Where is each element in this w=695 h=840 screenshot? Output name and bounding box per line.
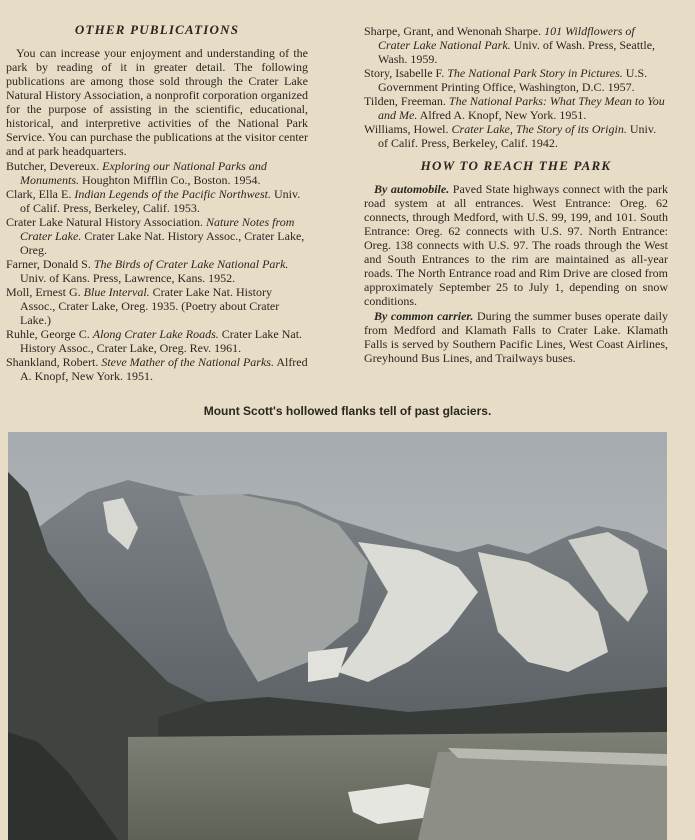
publication-entry [6, 159, 308, 187]
publication-author: Clark, Ella E. [6, 187, 72, 201]
right-column [364, 24, 668, 366]
publication-details: Univ. of Wash. Press, Seattle, Wash. 1959. [378, 38, 656, 66]
publication-entry [364, 122, 668, 150]
how-to-reach-heading: HOW TO REACH THE PARK [420, 158, 612, 173]
publication-entry [364, 24, 668, 66]
publication-title: Indian Legends of the Pacific Northwest. [74, 187, 271, 201]
by-automobile-label: By automobile. [374, 182, 450, 196]
publication-details: Crater Lake Nat. History Assoc., Crater Lake, Oreg. [20, 229, 305, 257]
publication-entry [364, 66, 668, 94]
publication-details: Houghton Mifflin Co., Boston. 1954. [82, 173, 261, 187]
publication-entry [6, 215, 308, 257]
publication-title: Nature Notes from Crater Lake. [20, 215, 295, 243]
publication-entry [6, 327, 308, 355]
publication-details: Crater Lake Nat. History Assoc., Crater Lake, Oreg. Rev. 1961. [20, 327, 303, 355]
publication-title: The National Parks: What They Mean to You and Me. [378, 94, 665, 122]
publication-details: Univ. of Kans. Press, Lawrence, Kans. 1952. [20, 271, 236, 285]
publication-author: Butcher, Devereux. [6, 159, 100, 173]
publication-author: Story, Isabelle F. [364, 66, 445, 80]
publication-author: Ruhle, George C. [6, 327, 90, 341]
publication-details: Alfred A. Knopf, New York. 1951. [20, 355, 308, 383]
publication-entry [6, 257, 308, 285]
publication-author: Sharpe, Grant, and Wenonah Sharpe. [364, 24, 542, 38]
mount-scott-image [8, 432, 667, 840]
publication-title: 101 Wildflowers of Crater Lake National Park. [378, 24, 635, 52]
publication-title: The National Park Story in Pictures. [447, 66, 623, 80]
publication-details: Alfred A. Knopf, New York. 1951. [419, 108, 587, 122]
publication-details: Crater Lake Nat. History Assoc., Crater Lake, Oreg. 1935. (Poetry about Crater Lake.) [20, 285, 280, 327]
by-common-carrier-label: By common carrier. [374, 309, 474, 323]
left-column [6, 22, 308, 383]
publication-author: Shankland, Robert. [6, 355, 99, 369]
publication-author: Crater Lake Natural History Association. [6, 215, 203, 229]
publication-entry [6, 355, 308, 383]
publication-entry [6, 285, 308, 327]
by-automobile-paragraph [364, 182, 668, 308]
publication-details: Univ. of Calif. Press, Berkeley, Calif. 1953. [20, 187, 301, 215]
publication-title: Blue Interval. [83, 285, 150, 299]
publication-details: Univ. of Calif. Press, Berkeley, Calif. 1942. [378, 122, 657, 150]
publication-author: Williams, Howel. [364, 122, 449, 136]
publication-entry [6, 187, 308, 215]
publication-author: Farner, Donald S. [6, 257, 91, 271]
publication-title: Crater Lake, The Story of its Origin. [451, 122, 627, 136]
publication-author: Tilden, Freeman. [364, 94, 446, 108]
by-common-carrier-text: During the summer buses operate daily from Medford and Klamath Falls to Crater Lake. Klamath Falls is served by Southern Pacific Lines, West Coast Airlines, Greyhound Bus Lines, and Trailways buses. [364, 309, 668, 365]
publication-entry [364, 94, 668, 122]
publication-details: U.S. Government Printing Office, Washington, D.C. 1957. [378, 66, 648, 94]
publication-title: Steve Mather of the National Parks. [101, 355, 274, 369]
publication-title: Along Crater Lake Roads. [92, 327, 219, 341]
by-common-carrier-paragraph [364, 309, 668, 365]
publication-author: Moll, Ernest G. [6, 285, 81, 299]
publications-intro: You can increase your enjoyment and understanding of the park by reading of it in greater detail. The following publications are among those sold through the Crater Lake Natural History Association, a nonprofit corporation organized for the purpose of assisting in the scientific, educational, historical, and interpretive activities of the National Park Service. You can purchase the publications at the visitor center and at park headquarters. [6, 46, 308, 158]
mount-scott-photo [8, 432, 667, 840]
by-automobile-text: Paved State highways connect with the park road system at all entrances. West Entrance: Oreg. 62 connects, through Medford, with U.S. 99, 199, and 101. South Entrance: Oreg. 62 connects with U.S. 97. North Entrance: Oreg. 138 connects with U.S. 97. The roads through the West and South Entrances to the rim are maintained as all-year roads. The North Entrance road and Rim Drive are closed from approximately September 25 to July 1, depending on snow conditions. [364, 182, 668, 308]
publication-title: Exploring our National Parks and Monuments. [20, 159, 267, 187]
other-publications-heading: OTHER PUBLICATIONS [74, 22, 240, 37]
publication-title: The Birds of Crater Lake National Park. [93, 257, 289, 271]
photo-caption: Mount Scott's hollowed flanks tell of past glaciers. [203, 404, 492, 418]
